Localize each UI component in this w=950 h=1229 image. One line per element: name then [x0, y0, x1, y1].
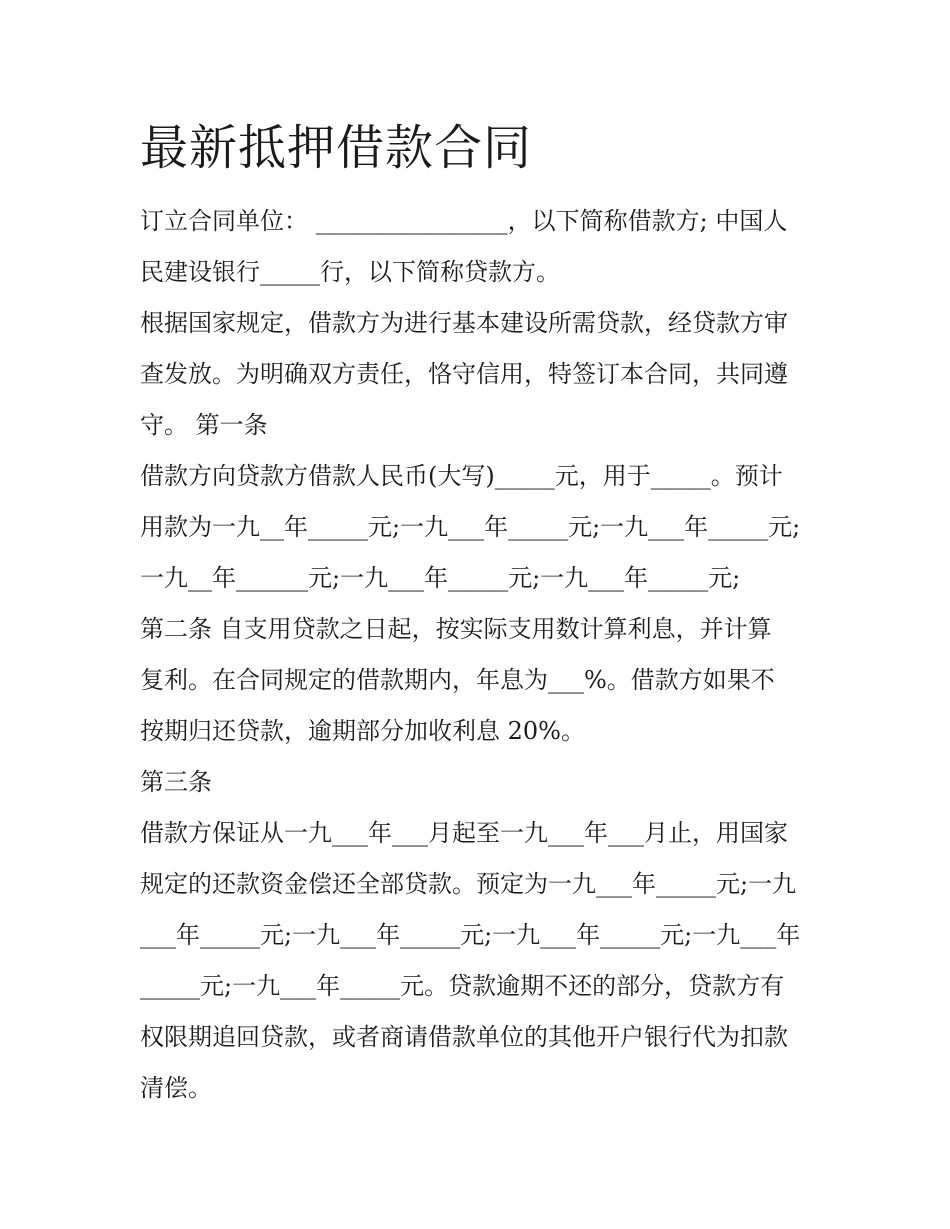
body-line-7: 用款为一九__年_____元;一九___年_____元;一九___年_____元;	[140, 513, 801, 541]
body-line-16: _____元;一九___年_____元。贷款逾期不还的部分，贷款方有	[140, 972, 785, 1000]
body-line-12: 第三条	[140, 768, 212, 796]
body-line-8: 一九__年______元;一九___年_____元;一九___年_____元;	[140, 564, 741, 592]
body-line-14: 规定的还款资金偿还全部贷款。预定为一九___年_____元;一九	[140, 870, 797, 898]
body-line-1: 订立合同单位： ________________，以下简称借款方; 中国人	[140, 207, 788, 235]
body-line-11: 按期归还贷款，逾期部分加收利息 20%。	[140, 717, 585, 745]
body-line-15: ___年_____元;一九___年_____元;一九___年_____元;一九___年	[140, 921, 801, 949]
body-line-18: 清偿。	[140, 1074, 212, 1102]
body-line-9: 第二条 自支用贷款之日起，按实际支用数计算利息，并计算	[140, 615, 772, 643]
body-line-4: 查发放。为明确双方责任，恪守信用，特签订本合同，共同遵	[140, 360, 788, 388]
body-line-6: 借款方向贷款方借款人民币(大写)_____元，用于_____。预计	[140, 462, 783, 490]
document-title: 最新抵押借款合同	[140, 120, 533, 176]
body-line-3: 根据国家规定，借款方为进行基本建设所需贷款，经贷款方审	[140, 309, 788, 337]
body-line-13: 借款方保证从一九___年___月起至一九___年___月止，用国家	[140, 819, 788, 847]
body-line-10: 复利。在合同规定的借款期内，年息为___%。借款方如果不	[140, 666, 775, 694]
body-line-5: 守。 第一条	[140, 411, 268, 439]
body-line-17: 权限期追回贷款，或者商请借款单位的其他开户银行代为扣款	[140, 1023, 788, 1051]
body-line-2: 民建设银行_____行，以下简称贷款方。	[140, 258, 560, 286]
